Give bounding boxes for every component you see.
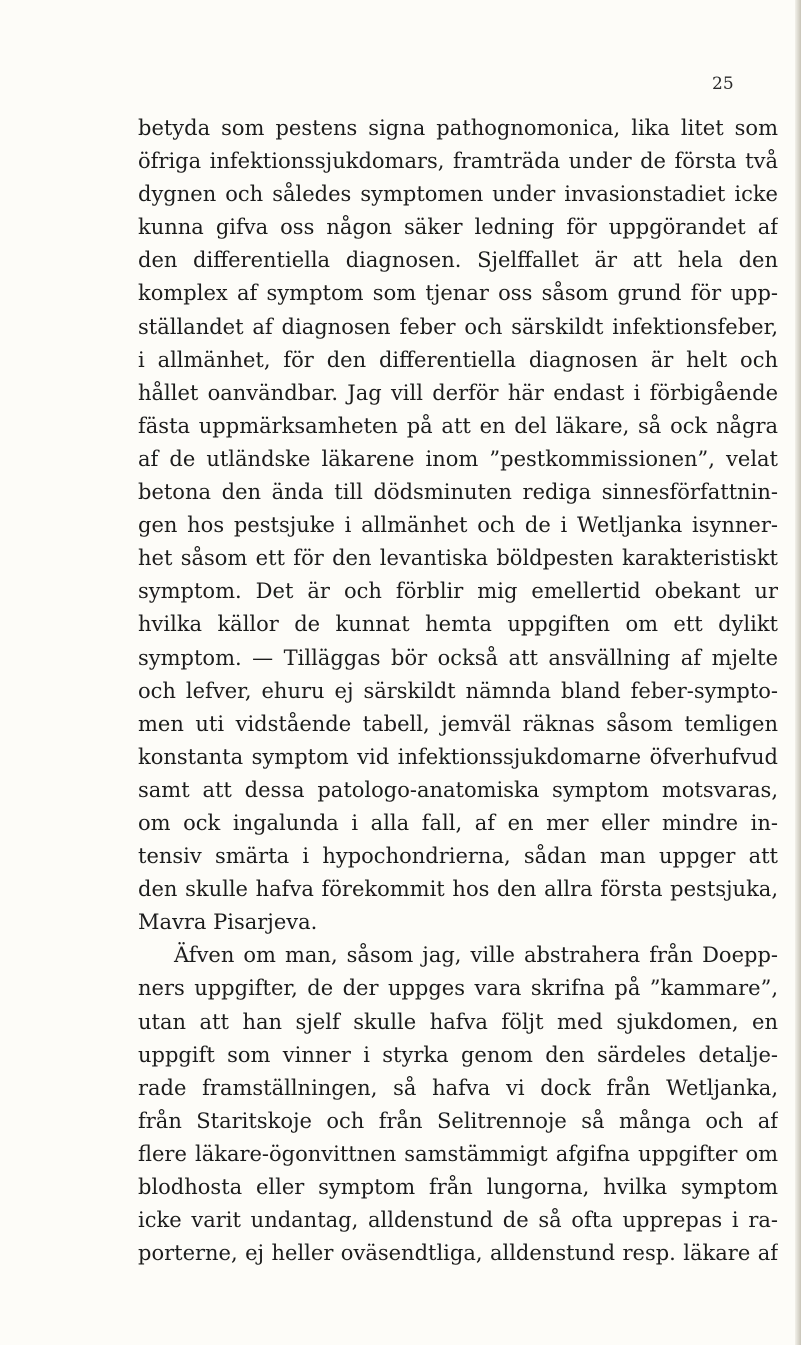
text-line: utan att han sjelf skulle hafva följt med sjukdomen, en <box>138 1009 778 1034</box>
text-line: samt att dessa patologo-anatomiska symptom motsvaras, <box>138 777 778 802</box>
page-number: 25 <box>712 74 734 94</box>
text-line: porterne, ej heller oväsendtliga, alldenstund resp. läkare af <box>138 1241 778 1266</box>
text-line: symptom. Det är och förblir mig emellertid obekant ur <box>138 579 778 604</box>
text-line: flere läkare-ögonvittnen samstämmigt afgifna uppgifter om <box>138 1141 778 1166</box>
text-line: konstanta symptom vid infektionssjukdomarne öfverhufvud <box>138 744 778 769</box>
text-line: den differentiella diagnosen. Sjelffallet är att hela den <box>138 248 778 273</box>
text-line: af de utländske läkarene inom ”pestkommissionen”, velat <box>138 446 778 471</box>
text-line: ners uppgifter, de der uppges vara skrifna på ”kammare”, <box>138 976 778 1001</box>
text-line: gen hos pestsjuke i allmänhet och de i Wetljanka isynner- <box>138 513 778 538</box>
text-line: betona den ända till dödsminuten rediga sinnesförfattnin- <box>138 480 778 505</box>
page-edge <box>795 0 801 1345</box>
text-line: kunna gifva oss någon säker ledning för uppgörandet af <box>138 215 778 240</box>
text-line: dygnen och således symptomen under invasionstadiet icke <box>138 182 778 207</box>
text-line: het såsom ett för den levantiska böldpesten karakteristiskt <box>138 546 778 571</box>
text-line: den skulle hafva förekommit hos den allra första pestsjuka, <box>138 877 778 902</box>
text-line: uppgift som vinner i styrka genom den särdeles detalje- <box>138 1042 778 1067</box>
text-line: blodhosta eller symptom från lungorna, hvilka symptom <box>138 1175 778 1199</box>
text-line: i allmänhet, för den differentiella diagnosen är helt och <box>138 347 778 372</box>
text-line: tensiv smärta i hypochondrierna, sådan man uppger att <box>138 844 778 869</box>
text-line: från Staritskoje och från Selitrennoje så många och af <box>138 1108 778 1133</box>
text-line: och lefver, ehuru ej särskildt nämnda bland feber-sympto- <box>138 678 778 703</box>
text-line: fästa uppmärksamheten på att en del läkare, så ock några <box>138 413 778 438</box>
text-line: ställandet af diagnosen feber och särskildt infektionsfeber, <box>138 314 778 339</box>
text-line: betyda som pestens signa pathognomonica, lika litet som <box>138 116 778 140</box>
paragraph-start-line: Äfven om man, såsom jag, ville abstrahera från Doepp- <box>174 943 778 968</box>
text-line: hvilka källor de kunnat hemta uppgiften om ett dylikt <box>138 612 778 637</box>
text-line: symptom. — Tilläggas bör också att ansvällning af mjelte <box>138 645 778 670</box>
text-line: rade framställningen, så hafva vi dock från Wetljanka, <box>138 1075 778 1100</box>
text-line: icke varit undantag, alldenstund de så ofta upprepas i ra- <box>138 1208 778 1233</box>
body-text <box>138 112 778 1270</box>
text-line: komplex af symptom som tjenar oss såsom grund för upp- <box>138 281 778 306</box>
text-line: öfriga infektionssjukdomars, framträda under de första två <box>138 149 778 174</box>
paragraph-end-line: Mavra Pisarjeva. <box>138 910 318 935</box>
text-line: hållet oanvändbar. Jag vill derför här endast i förbigående <box>138 380 778 405</box>
text-line: om ock ingalunda i alla fall, af en mer eller mindre in- <box>138 810 778 835</box>
text-line: men uti vidstående tabell, jemväl räknas såsom temligen <box>138 711 778 736</box>
